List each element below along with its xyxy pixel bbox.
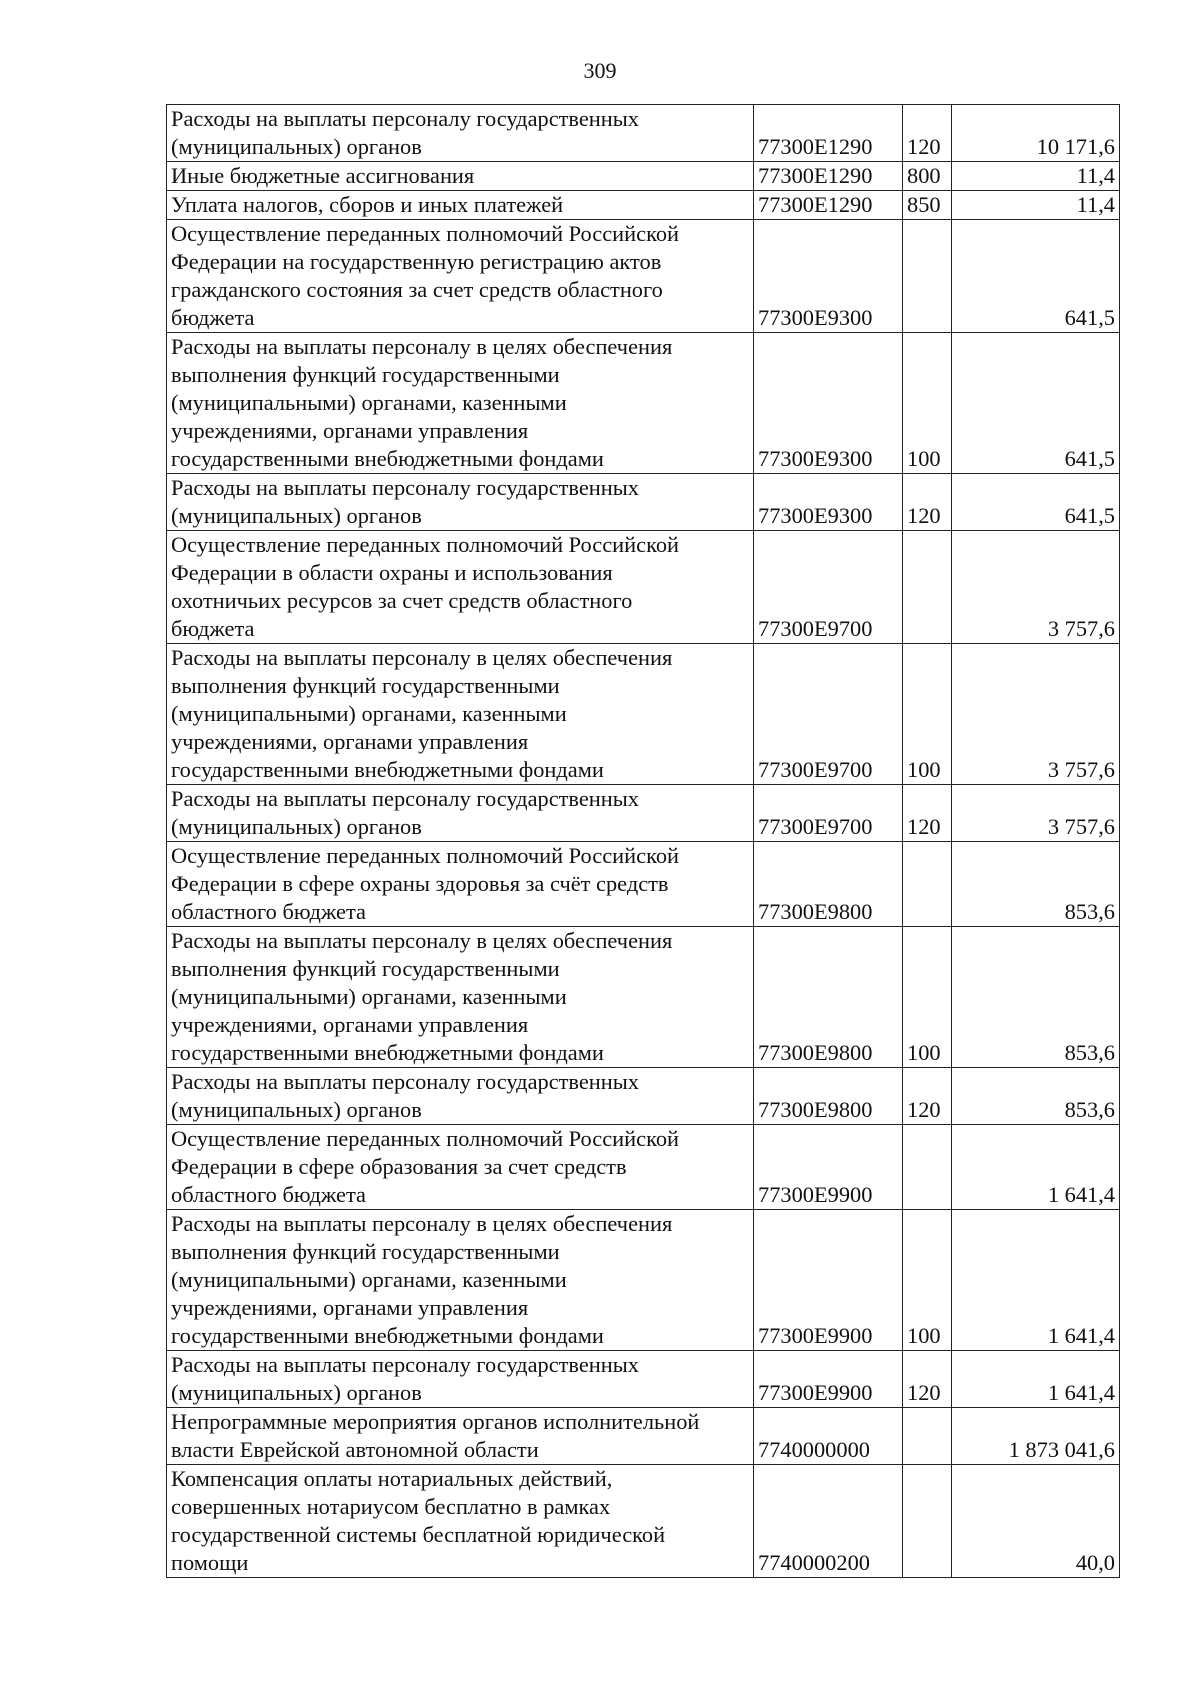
target-article-code-cell: 77300E9900	[754, 1210, 903, 1351]
table-row	[167, 1408, 1120, 1465]
budget-table	[166, 104, 1120, 1578]
table-row	[167, 333, 1120, 474]
target-article-code-cell: 77300E9300	[754, 474, 903, 531]
table-row	[167, 474, 1120, 531]
table-row	[167, 1465, 1120, 1578]
target-article-code-cell: 7740000000	[754, 1408, 903, 1465]
table-row	[167, 162, 1120, 191]
expense-name-cell: Расходы на выплаты персоналу в целях обеспечения выполнения функций государственными (муниципальными) органами, казенными учреждениями, органами управления государственными внебюджетными фондами	[167, 927, 754, 1068]
target-article-code-cell: 77300E9700	[754, 531, 903, 644]
expense-type-cell: 100	[903, 1210, 952, 1351]
expense-name-cell: Расходы на выплаты персоналу государственных (муниципальных) органов	[167, 785, 754, 842]
target-article-code-cell: 77300E1290	[754, 162, 903, 191]
amount-cell: 3 757,6	[952, 644, 1120, 785]
table-row	[167, 1210, 1120, 1351]
table-row	[167, 220, 1120, 333]
target-article-code-cell: 77300E9300	[754, 220, 903, 333]
expense-name-cell: Непрограммные мероприятия органов исполнительной власти Еврейской автономной области	[167, 1408, 754, 1465]
target-article-code-cell: 77300E9300	[754, 333, 903, 474]
expense-type-cell: 120	[903, 1068, 952, 1125]
expense-name-cell: Уплата налогов, сборов и иных платежей	[167, 191, 754, 220]
expense-name-cell: Расходы на выплаты персоналу государственных (муниципальных) органов	[167, 1351, 754, 1408]
expense-name-cell: Расходы на выплаты персоналу государственных (муниципальных) органов	[167, 105, 754, 162]
expense-name-cell: Осуществление переданных полномочий Российской Федерации в области охраны и использования охотничьих ресурсов за счет средств областного бюджета	[167, 531, 754, 644]
expense-name-cell: Расходы на выплаты персоналу государственных (муниципальных) органов	[167, 1068, 754, 1125]
expense-type-cell	[903, 1125, 952, 1210]
amount-cell: 3 757,6	[952, 531, 1120, 644]
expense-type-cell	[903, 220, 952, 333]
amount-cell: 853,6	[952, 927, 1120, 1068]
target-article-code-cell: 77300E9700	[754, 785, 903, 842]
target-article-code-cell: 77300E9800	[754, 927, 903, 1068]
target-article-code-cell: 77300E9800	[754, 1068, 903, 1125]
target-article-code-cell: 77300E1290	[754, 105, 903, 162]
target-article-code-cell: 77300E1290	[754, 191, 903, 220]
expense-name-cell: Осуществление переданных полномочий Российской Федерации в сфере охраны здоровья за счёт средств областного бюджета	[167, 842, 754, 927]
target-article-code-cell: 7740000200	[754, 1465, 903, 1578]
table-row	[167, 1125, 1120, 1210]
amount-cell: 10 171,6	[952, 105, 1120, 162]
target-article-code-cell: 77300E9800	[754, 842, 903, 927]
table-row	[167, 927, 1120, 1068]
amount-cell: 641,5	[952, 333, 1120, 474]
table-row	[167, 842, 1120, 927]
expense-type-cell: 850	[903, 191, 952, 220]
expense-name-cell: Расходы на выплаты персоналу в целях обеспечения выполнения функций государственными (муниципальными) органами, казенными учреждениями, органами управления государственными внебюджетными фондами	[167, 333, 754, 474]
expense-type-cell	[903, 1465, 952, 1578]
expense-type-cell: 120	[903, 474, 952, 531]
table-row	[167, 105, 1120, 162]
expense-type-cell: 100	[903, 644, 952, 785]
expense-name-cell: Расходы на выплаты персоналу государственных (муниципальных) органов	[167, 474, 754, 531]
target-article-code-cell: 77300E9700	[754, 644, 903, 785]
expense-name-cell: Осуществление переданных полномочий Российской Федерации в сфере образования за счет средств областного бюджета	[167, 1125, 754, 1210]
table-row	[167, 1068, 1120, 1125]
expense-type-cell	[903, 842, 952, 927]
target-article-code-cell: 77300E9900	[754, 1125, 903, 1210]
amount-cell: 11,4	[952, 162, 1120, 191]
amount-cell: 853,6	[952, 1068, 1120, 1125]
expense-name-cell: Компенсация оплаты нотариальных действий, совершенных нотариусом бесплатно в рамках государственной системы бесплатной юридической помощи	[167, 1465, 754, 1578]
expense-type-cell	[903, 531, 952, 644]
expense-type-cell: 120	[903, 1351, 952, 1408]
expense-type-cell	[903, 1408, 952, 1465]
expense-name-cell: Расходы на выплаты персоналу в целях обеспечения выполнения функций государственными (муниципальными) органами, казенными учреждениями, органами управления государственными внебюджетными фондами	[167, 644, 754, 785]
expense-type-cell: 100	[903, 333, 952, 474]
amount-cell: 641,5	[952, 220, 1120, 333]
expense-type-cell: 800	[903, 162, 952, 191]
amount-cell: 1 641,4	[952, 1351, 1120, 1408]
page-number: 309	[583, 58, 617, 83]
amount-cell: 40,0	[952, 1465, 1120, 1578]
amount-cell: 3 757,6	[952, 785, 1120, 842]
table-row	[167, 531, 1120, 644]
amount-cell: 1 873 041,6	[952, 1408, 1120, 1465]
table-row	[167, 785, 1120, 842]
table-row	[167, 644, 1120, 785]
expense-name-cell: Осуществление переданных полномочий Российской Федерации на государственную регистрацию актов гражданского состояния за счет средств областного бюджета	[167, 220, 754, 333]
table-row	[167, 1351, 1120, 1408]
expense-name-cell: Иные бюджетные ассигнования	[167, 162, 754, 191]
amount-cell: 1 641,4	[952, 1210, 1120, 1351]
amount-cell: 11,4	[952, 191, 1120, 220]
expense-name-cell: Расходы на выплаты персоналу в целях обеспечения выполнения функций государственными (муниципальными) органами, казенными учреждениями, органами управления государственными внебюджетными фондами	[167, 1210, 754, 1351]
target-article-code-cell: 77300E9900	[754, 1351, 903, 1408]
amount-cell: 641,5	[952, 474, 1120, 531]
expense-type-cell: 120	[903, 785, 952, 842]
amount-cell: 1 641,4	[952, 1125, 1120, 1210]
budget-table-body	[167, 105, 1120, 1578]
amount-cell: 853,6	[952, 842, 1120, 927]
expense-type-cell: 120	[903, 105, 952, 162]
table-row	[167, 191, 1120, 220]
expense-type-cell: 100	[903, 927, 952, 1068]
